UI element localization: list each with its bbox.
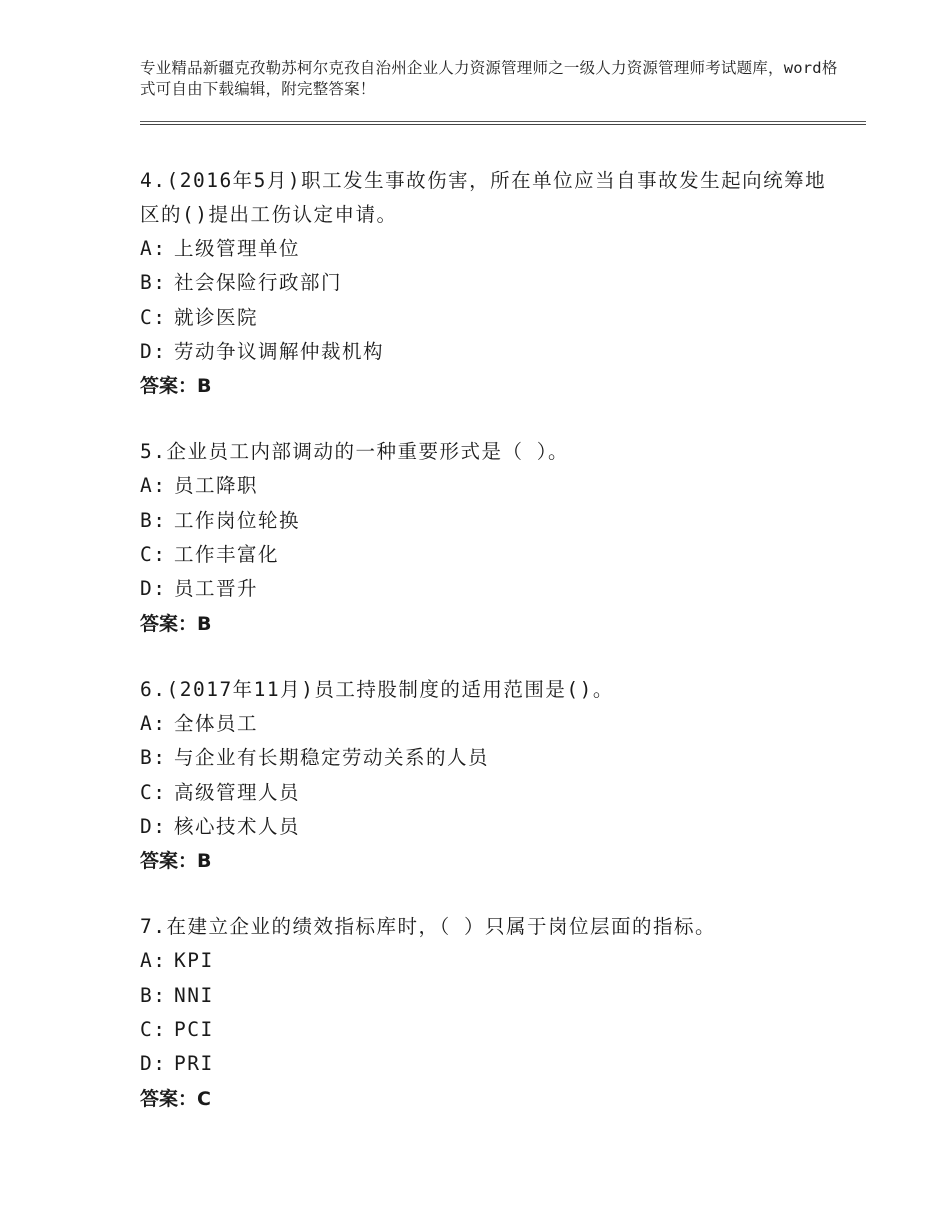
- option-a: [140, 469, 840, 503]
- option-letter: B:: [140, 508, 167, 532]
- option-text: 社会保险行政部门: [174, 271, 343, 295]
- question-text: 7.在建立企业的绩效指标库时，（ ）只属于岗位层面的指标。: [140, 915, 716, 939]
- option-text: 工作岗位轮换: [174, 508, 301, 532]
- option-b: [140, 266, 840, 300]
- option-b: [140, 741, 840, 775]
- question-text: 5.企业员工内部调动的一种重要形式是（ ）。: [140, 440, 569, 464]
- question-7: [140, 910, 840, 1115]
- question-4: [140, 164, 840, 403]
- option-letter: C:: [140, 780, 167, 804]
- option-letter: A:: [140, 237, 167, 260]
- option-letter: A:: [140, 949, 167, 973]
- option-text: 劳动争议调解仲裁机构: [174, 339, 385, 363]
- option-c: [140, 301, 840, 335]
- answer-label: 答案：B: [140, 850, 212, 873]
- document-header: [140, 58, 840, 100]
- option-letter: B:: [140, 746, 167, 770]
- option-c: [140, 538, 840, 572]
- option-a: [140, 944, 840, 978]
- option-letter: B:: [140, 983, 167, 1007]
- option-letter: C:: [140, 305, 167, 329]
- answer-label: 答案：B: [140, 375, 212, 398]
- option-text: 就诊医院: [174, 305, 259, 329]
- question-text: 4.(2016年5月)职工发生事故伤害，所在单位应当自事故发生起向统筹地区的()提出工伤认定申请。: [140, 169, 827, 226]
- option-d: [140, 1047, 840, 1081]
- question-text: 6.(2017年11月)员工持股制度的适用范围是()。: [140, 677, 614, 701]
- question-list: [140, 164, 840, 1148]
- answer-label: 答案：C: [140, 1087, 211, 1110]
- option-d: [140, 572, 840, 606]
- option-b: [140, 504, 840, 538]
- option-letter: A:: [140, 474, 167, 498]
- option-letter: A:: [140, 711, 167, 735]
- option-letter: C:: [140, 543, 167, 567]
- option-letter: D:: [140, 1052, 167, 1076]
- option-text: 上级管理单位: [174, 237, 301, 260]
- header-divider-top: [140, 121, 866, 122]
- option-text: KPI: [174, 949, 214, 973]
- option-letter: D:: [140, 577, 167, 601]
- option-text: PCI: [174, 1018, 214, 1042]
- option-text: PRI: [174, 1052, 214, 1076]
- header-divider-bottom: [140, 124, 866, 125]
- option-letter: D:: [140, 339, 167, 363]
- header-title: 专业精品新疆克孜勒苏柯尔克孜自治州企业人力资源管理师之一级人力资源管理师考试题库，word格式可自由下载编辑，附完整答案！: [140, 59, 838, 98]
- option-text: 员工降职: [174, 474, 259, 498]
- question-5: [140, 435, 840, 640]
- option-d: [140, 810, 840, 844]
- option-letter: D:: [140, 814, 167, 838]
- option-text: 工作丰富化: [174, 543, 280, 567]
- option-b: [140, 979, 840, 1013]
- answer-label: 答案：B: [140, 612, 212, 635]
- option-text: 与企业有长期稳定劳动关系的人员: [174, 746, 490, 770]
- option-letter: C:: [140, 1018, 167, 1042]
- option-letter: B:: [140, 271, 167, 295]
- option-text: 核心技术人员: [174, 814, 301, 838]
- option-a: [140, 707, 840, 741]
- option-text: 员工晋升: [174, 577, 259, 601]
- question-6: [140, 673, 840, 878]
- option-d: [140, 335, 840, 369]
- option-c: [140, 776, 840, 810]
- option-text: NNI: [174, 983, 214, 1007]
- option-text: 高级管理人员: [174, 780, 301, 804]
- option-a: [140, 232, 840, 266]
- option-text: 全体员工: [174, 711, 259, 735]
- option-c: [140, 1013, 840, 1047]
